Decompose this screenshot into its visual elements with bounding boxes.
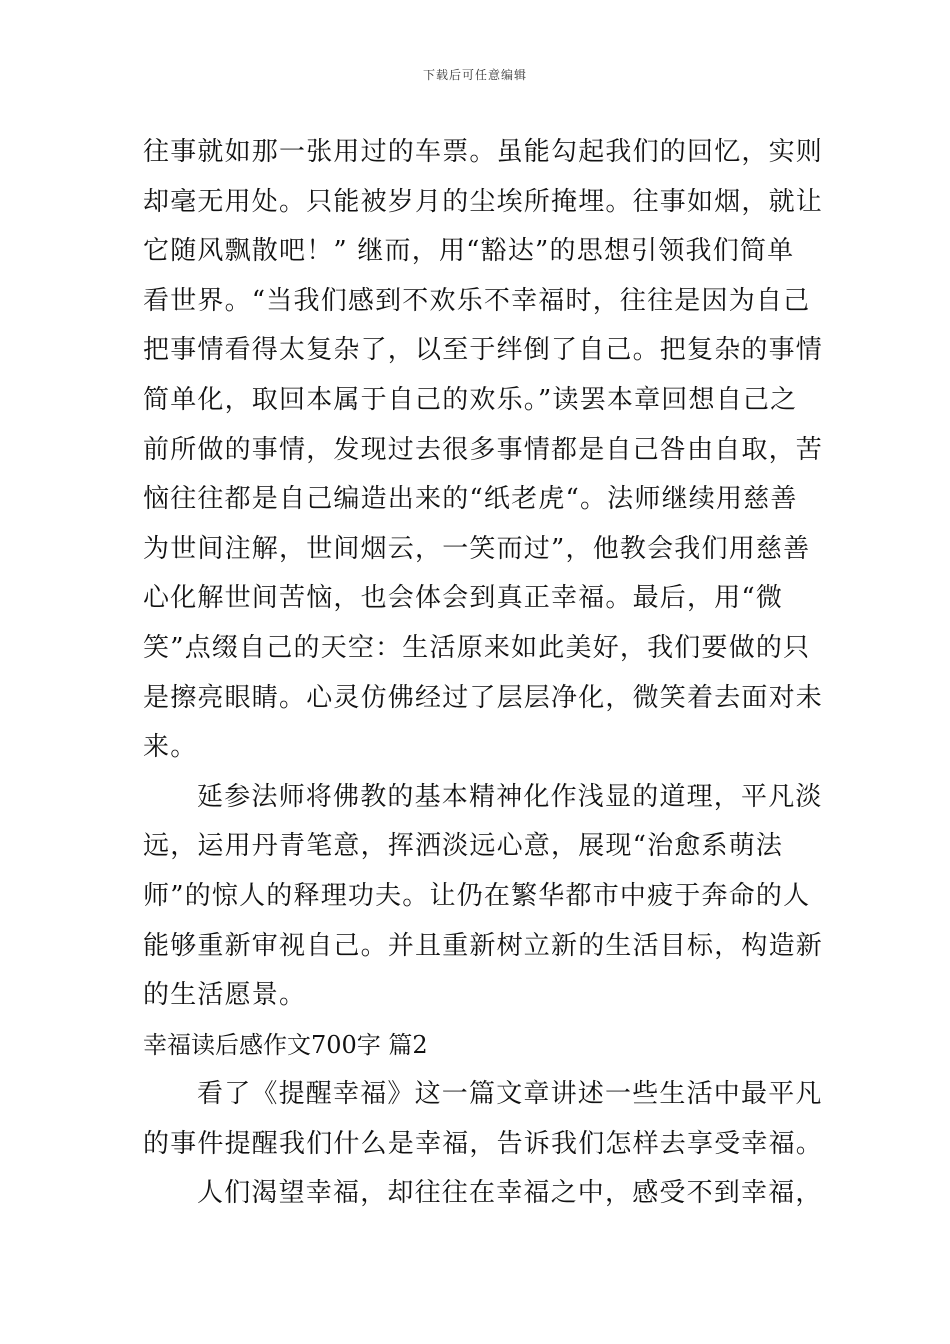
paragraph-2 <box>143 773 824 1021</box>
paragraph-line: 为世间注解，世间烟云，一笑而过”，他教会我们用慈善 <box>143 533 811 564</box>
paragraph-3 <box>143 1070 824 1169</box>
paragraph-line: 前所做的事情，发现过去很多事情都是自己咎由自取，苦 <box>143 434 824 465</box>
section-heading: 幸福读后感作文700字 篇2 <box>143 1030 428 1059</box>
paragraph-line: 的生活愿景。 <box>143 980 307 1011</box>
paragraph-line: 恼往往都是自己编造出来的“纸老虎“。法师继续用慈善 <box>143 484 798 515</box>
paragraph-line: 远，运用丹青笔意，挥洒淡远心意，展现“治愈系萌法 <box>143 831 784 862</box>
document-body <box>143 128 824 1219</box>
paragraph-line: 心化解世间苦恼，也会体会到真正幸福。最后，用“微 <box>143 583 784 614</box>
paragraph-line: 却毫无用处。只能被岁月的尘埃所掩埋。往事如烟，就让 <box>143 186 824 217</box>
paragraph-line: 能够重新审视自己。并且重新树立新的生活目标，构造新 <box>143 930 824 961</box>
paragraph-line: 师”的惊人的释理功夫。让仍在繁华都市中疲于奔命的人 <box>143 880 811 911</box>
paragraph-line: 笑”点缀自己的天空：生活原来如此美好，我们要做的只 <box>143 632 811 663</box>
paragraph-line: 看世界。“当我们感到不欢乐不幸福时，往往是因为自己 <box>143 285 811 316</box>
paragraph-line: 看了《提醒幸福》这一篇文章讲述一些生活中最平凡 <box>197 1079 823 1110</box>
paragraph-line: 的事件提醒我们什么是幸福，告诉我们怎样去享受幸福。 <box>143 1128 824 1159</box>
paragraph-line: 把事情看得太复杂了，以至于绊倒了自己。把复杂的事情 <box>143 335 824 366</box>
paragraph-line: 延参法师将佛教的基本精神化作浅显的道理，平凡淡 <box>197 781 823 812</box>
paragraph-4 <box>143 1169 823 1219</box>
paragraph-line: 人们渴望幸福，却往往在幸福之中，感受不到幸福， <box>197 1178 823 1209</box>
page-header: 下载后可任意编辑 <box>422 68 527 82</box>
paragraph-line: 往事就如那一张用过的车票。虽能勾起我们的回忆，实则 <box>143 137 824 167</box>
paragraph-line: 来。 <box>143 732 198 763</box>
paragraph-1 <box>143 128 824 773</box>
paragraph-line: 它随风飘散吧！” 继而，用“豁达”的思想引领我们简单 <box>143 236 795 267</box>
paragraph-line: 是擦亮眼睛。心灵仿佛经过了层层净化，微笑着去面对未 <box>143 682 824 713</box>
paragraph-line: 简单化，取回本属于自己的欢乐。”读罢本章回想自己之 <box>143 384 798 415</box>
